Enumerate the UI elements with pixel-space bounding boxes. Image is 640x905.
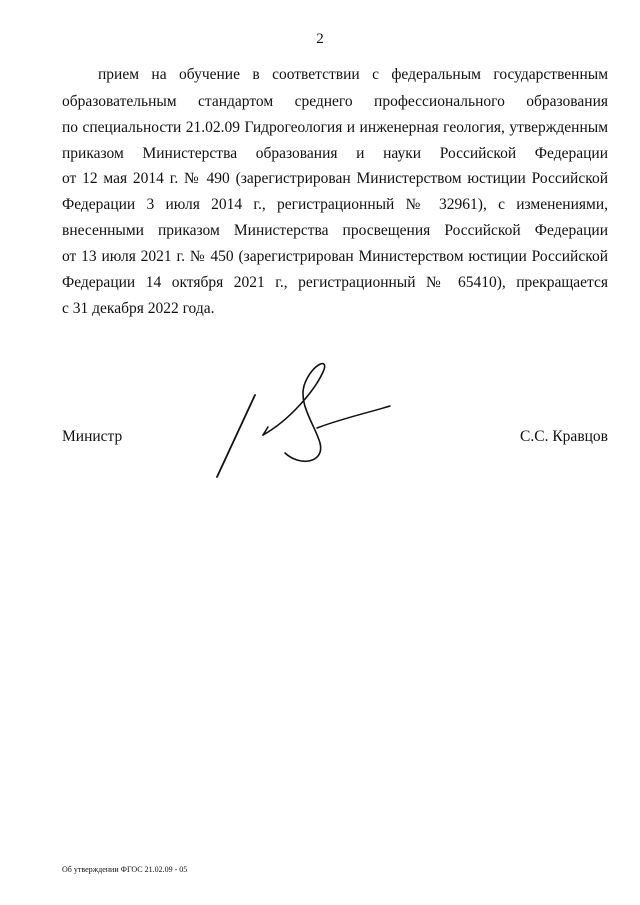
body-line: внесенными приказом Министерства просвещения Российской Федерации xyxy=(62,222,608,239)
body-line: от 13 июля 2021 г. № 450 (зарегистрирован Министерством юстиции Российской xyxy=(62,248,608,265)
body-line: с 31 декабря 2022 года. xyxy=(62,300,215,317)
body-line: по специальности 21.02.09 Гидрогеология и инженерная геология, утвержденным xyxy=(62,119,608,136)
body-line: от 12 мая 2014 г. № 490 (зарегистрирован Министерством юстиции Российской xyxy=(62,170,608,187)
handwritten-signature xyxy=(205,355,405,490)
page-number: 2 xyxy=(316,31,324,47)
signatory-name: С.С. Кравцов xyxy=(520,428,608,445)
body-line: Федерации 14 октября 2021 г., регистрационный № 65410), прекращается xyxy=(62,274,608,291)
footer-note: Об утверждении ФГОС 21.02.09 - 05 xyxy=(62,865,188,874)
body-line: Федерации 3 июля 2014 г., регистрационный № 32961), с изменениями, xyxy=(62,196,608,213)
body-line: прием на обучение в соответствии с федеральным государственным xyxy=(98,66,608,83)
body-line: приказом Министерства образования и науки Российской Федерации xyxy=(62,145,608,162)
signatory-title: Министр xyxy=(62,428,123,445)
body-line: образовательным стандартом среднего профессионального образования xyxy=(62,93,608,110)
